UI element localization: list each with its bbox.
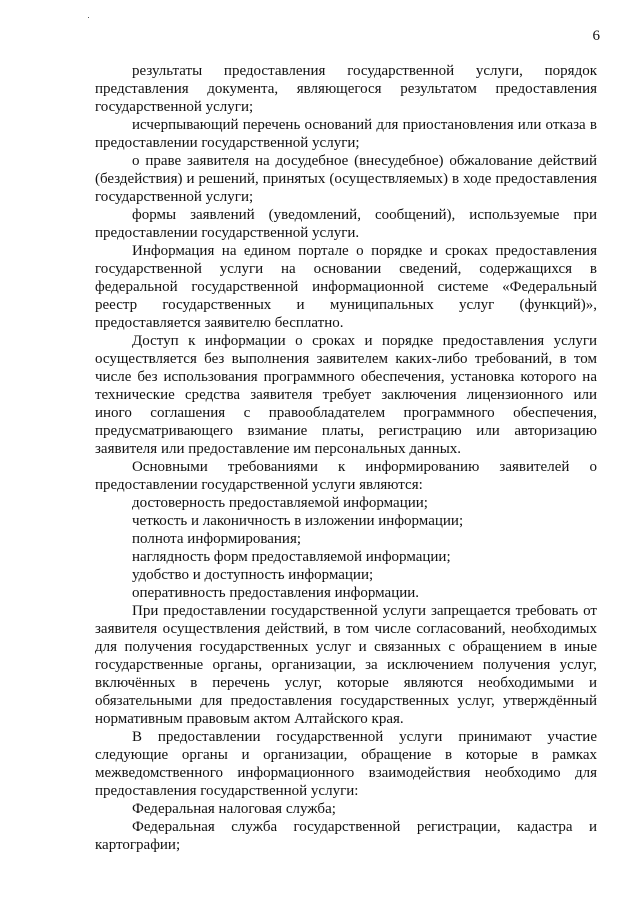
paragraph-results: результаты предоставления государственной услуги, порядок представления документа, являющегося результатом предоставления государственной услуги; [95, 63, 597, 115]
paragraph-portal-info: Информация на едином портале о порядке и сроках предоставления государственной услуги на основании сведений, содержащихся в федеральной государственной информационной системе «Федеральный реестр государственных и муниципальных услуг (функций)», предоставляется заявителю бесплатно. [95, 243, 597, 331]
document-body [95, 62, 597, 854]
paragraph-prohibition: При предоставлении государственной услуги запрещается требовать от заявителя осуществления действий, в том числе согласований, необходимых для получения государственных услуг и связанных с обращением в иные государственные органы, организации, за исключением получения услуг, включённых в перечень услуг, которые являются необходимыми и обязательными для предоставления государственных услуг, утверждённый нормативным правовым актом Алтайского края. [95, 603, 597, 727]
requirement-item: удобство и доступность информации; [132, 567, 374, 583]
paragraph-access: Доступ к информации о сроках и порядке предоставления услуги осуществляется без выполнения заявителем каких-либо требований, в том числе без использования программного обеспечения, установка которого на технические средства заявителя требует заключения лицензионного или иного соглашения с правообладателем программного обеспечения, предусматривающего взимание платы, регистрацию или авторизацию заявителя или предоставление им персональных данных. [95, 333, 597, 457]
organization-item: Федеральная налоговая служба; [132, 801, 336, 817]
paragraph-appeal-right: о праве заявителя на досудебное (внесудебное) обжалование действий (бездействия) и решений, принятых (осуществляемых) в ходе предоставления государственной услуги; [95, 153, 597, 205]
page-number: 6 [592, 28, 600, 44]
requirement-item: четкость и лаконичность в изложении информации; [132, 513, 464, 529]
requirement-item: достоверность предоставляемой информации; [132, 495, 428, 511]
paragraph-participants: В предоставлении государственной услуги принимают участие следующие органы и организации, обращение в которые в рамках межведомственного информационного взаимодействия необходимо для предоставления государственной услуги: [95, 729, 597, 799]
scan-speck [88, 17, 89, 18]
organization-item: Федеральная служба государственной регистрации, кадастра и картографии; [95, 819, 597, 853]
paragraph-requirements-intro: Основными требованиями к информированию заявителей о предоставлении государственной услуги являются: [95, 459, 597, 493]
paragraph-grounds: исчерпывающий перечень оснований для приостановления или отказа в предоставлении государственной услуги; [95, 117, 597, 151]
requirement-item: наглядность форм предоставляемой информации; [132, 549, 451, 565]
requirement-item: полнота информирования; [132, 531, 302, 547]
requirement-item: оперативность предоставления информации. [132, 585, 420, 601]
paragraph-forms: формы заявлений (уведомлений, сообщений), используемые при предоставлении государственной услуги. [95, 207, 597, 241]
